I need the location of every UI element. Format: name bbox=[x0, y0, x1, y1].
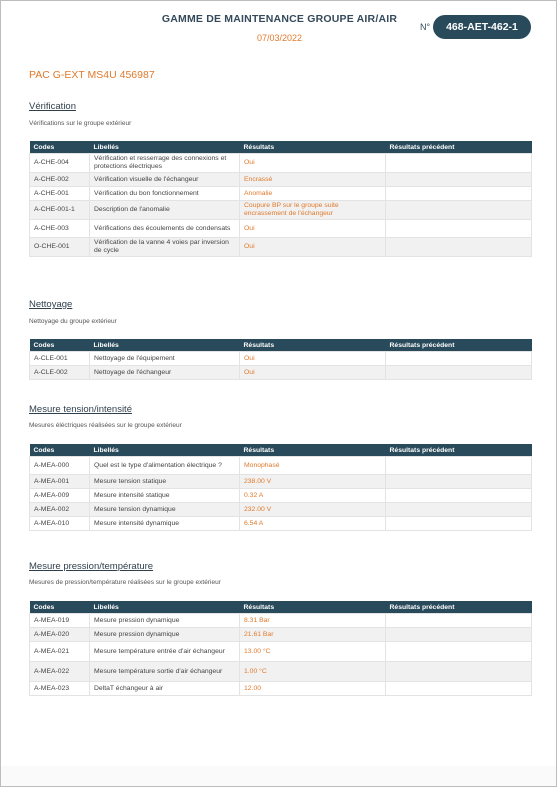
section-title-verification: Vérification bbox=[29, 101, 76, 112]
column-header: Libellés bbox=[90, 444, 240, 457]
row-result: 12.00 bbox=[240, 682, 386, 696]
row-code: A-MEA-022 bbox=[30, 662, 90, 682]
document-date: 07/03/2022 bbox=[256, 33, 303, 43]
document-title: GAMME DE MAINTENANCE GROUPE AIR/AIR bbox=[161, 13, 398, 25]
row-previous-result bbox=[386, 517, 532, 531]
row-previous-result bbox=[386, 489, 532, 503]
section-description: Vérifications sur le groupe extérieur bbox=[29, 120, 132, 127]
column-header: Résultats précédent bbox=[386, 339, 532, 352]
column-header: Résultats bbox=[240, 339, 386, 352]
table-row bbox=[30, 475, 532, 489]
column-header: Codes bbox=[30, 339, 90, 352]
row-result: Oui bbox=[240, 220, 386, 238]
row-label: Nettoyage de l'échangeur bbox=[90, 366, 240, 380]
row-label: DeltaT échangeur à air bbox=[90, 682, 240, 696]
row-code: A-MEA-023 bbox=[30, 682, 90, 696]
table-row bbox=[30, 682, 532, 696]
row-code: O-CHE-001 bbox=[30, 238, 90, 257]
table-row bbox=[30, 489, 532, 503]
row-code: A-MEA-019 bbox=[30, 614, 90, 628]
row-result: Coupure BP sur le groupe suite encrassement de l'échangeur bbox=[240, 201, 386, 220]
section-table bbox=[29, 444, 532, 531]
table-row bbox=[30, 220, 532, 238]
table-row bbox=[30, 457, 532, 475]
reference-prefix: N° bbox=[420, 22, 431, 32]
section-description: Nettoyage du groupe extérieur bbox=[29, 318, 117, 325]
column-header: Résultats précédent bbox=[386, 601, 532, 614]
row-previous-result bbox=[386, 173, 532, 187]
row-result: 8.31 Bar bbox=[240, 614, 386, 628]
row-label: Vérifications des écoulements de condensats bbox=[90, 220, 240, 238]
row-label: Vérification de la vanne 4 voies par inversion de cycle bbox=[90, 238, 240, 257]
row-code: A-MEA-000 bbox=[30, 457, 90, 475]
row-result: Encrassé bbox=[240, 173, 386, 187]
row-label: Vérification et resserrage des connexions et protections électriques bbox=[90, 154, 240, 173]
row-label: Mesure température entrée d'air échangeur bbox=[90, 642, 240, 662]
row-label: Mesure pression dynamique bbox=[90, 614, 240, 628]
row-previous-result bbox=[386, 220, 532, 238]
row-code: A-MEA-010 bbox=[30, 517, 90, 531]
row-previous-result bbox=[386, 682, 532, 696]
row-code: A-CHE-002 bbox=[30, 173, 90, 187]
table-row bbox=[30, 503, 532, 517]
column-header: Libellés bbox=[90, 141, 240, 154]
row-result: 232.00 V bbox=[240, 503, 386, 517]
row-result: 13.00 °C bbox=[240, 642, 386, 662]
row-result: Oui bbox=[240, 352, 386, 366]
row-label: Quel est le type d'alimentation électrique ? bbox=[90, 457, 240, 475]
row-result: 238.00 V bbox=[240, 475, 386, 489]
table-row bbox=[30, 662, 532, 682]
row-result: Oui bbox=[240, 238, 386, 257]
section-table bbox=[29, 339, 532, 380]
table-row bbox=[30, 366, 532, 380]
row-label: Vérification visuelle de l'échangeur bbox=[90, 173, 240, 187]
table-header-row bbox=[30, 601, 532, 614]
row-code: A-CHE-001-1 bbox=[30, 201, 90, 220]
row-code: A-MEA-001 bbox=[30, 475, 90, 489]
section-title-pression: Mesure pression/température bbox=[29, 561, 154, 572]
section-title-tension: Mesure tension/intensité bbox=[29, 404, 132, 415]
row-previous-result bbox=[386, 662, 532, 682]
row-previous-result bbox=[386, 642, 532, 662]
row-previous-result bbox=[386, 628, 532, 642]
row-label: Mesure intensité dynamique bbox=[90, 517, 240, 531]
table-row bbox=[30, 187, 532, 201]
row-label: Mesure température sortie d'air échangeur bbox=[90, 662, 240, 682]
report-sheet bbox=[1, 1, 556, 766]
row-code: A-CHE-001 bbox=[30, 187, 90, 201]
section-table bbox=[29, 141, 532, 257]
row-previous-result bbox=[386, 201, 532, 220]
column-header: Libellés bbox=[90, 601, 240, 614]
equipment-name: PAC G-EXT MS4U 456987 bbox=[29, 69, 155, 81]
table-row bbox=[30, 173, 532, 187]
row-label: Mesure pression dynamique bbox=[90, 628, 240, 642]
table-row bbox=[30, 238, 532, 257]
row-result: Oui bbox=[240, 366, 386, 380]
row-label: Mesure tension dynamique bbox=[90, 503, 240, 517]
row-result: Monophasé bbox=[240, 457, 386, 475]
section-description: Mesures de pression/température réalisées sur le groupe extérieur bbox=[29, 579, 221, 586]
row-code: A-CLE-001 bbox=[30, 352, 90, 366]
table-row bbox=[30, 201, 532, 220]
row-result: 1.00 °C bbox=[240, 662, 386, 682]
row-code: A-MEA-020 bbox=[30, 628, 90, 642]
row-result: 6.54 A bbox=[240, 517, 386, 531]
table-row bbox=[30, 517, 532, 531]
row-label: Mesure intensité statique bbox=[90, 489, 240, 503]
row-previous-result bbox=[386, 187, 532, 201]
row-result: Oui bbox=[240, 154, 386, 173]
row-previous-result bbox=[386, 503, 532, 517]
row-previous-result bbox=[386, 238, 532, 257]
table-header-row bbox=[30, 141, 532, 154]
column-header: Codes bbox=[30, 444, 90, 457]
row-code: A-CHE-004 bbox=[30, 154, 90, 173]
column-header: Résultats bbox=[240, 141, 386, 154]
section-description: Mesures éléctriques réalisées sur le groupe extérieur bbox=[29, 422, 182, 429]
row-label: Nettoyage de l'équipement bbox=[90, 352, 240, 366]
row-code: A-MEA-009 bbox=[30, 489, 90, 503]
table-row bbox=[30, 614, 532, 628]
row-result: Anomalie bbox=[240, 187, 386, 201]
row-previous-result bbox=[386, 352, 532, 366]
reference-badge: 468-AET-462-1 bbox=[433, 15, 531, 39]
section-table bbox=[29, 601, 532, 696]
column-header: Résultats précédent bbox=[386, 141, 532, 154]
table-row bbox=[30, 642, 532, 662]
row-label: Vérification du bon fonctionnement bbox=[90, 187, 240, 201]
column-header: Codes bbox=[30, 141, 90, 154]
row-result: 0.32 A bbox=[240, 489, 386, 503]
section-title-nettoyage: Nettoyage bbox=[29, 299, 73, 310]
column-header: Résultats bbox=[240, 444, 386, 457]
column-header: Codes bbox=[30, 601, 90, 614]
row-previous-result bbox=[386, 154, 532, 173]
row-previous-result bbox=[386, 475, 532, 489]
row-previous-result bbox=[386, 614, 532, 628]
row-previous-result bbox=[386, 366, 532, 380]
row-label: Description de l'anomalie bbox=[90, 201, 240, 220]
row-code: A-MEA-002 bbox=[30, 503, 90, 517]
table-header-row bbox=[30, 444, 532, 457]
table-row bbox=[30, 154, 532, 173]
row-code: A-MEA-021 bbox=[30, 642, 90, 662]
table-header-row bbox=[30, 339, 532, 352]
row-label: Mesure tension statique bbox=[90, 475, 240, 489]
column-header: Résultats bbox=[240, 601, 386, 614]
row-code: A-CHE-003 bbox=[30, 220, 90, 238]
column-header: Résultats précédent bbox=[386, 444, 532, 457]
row-previous-result bbox=[386, 457, 532, 475]
row-code: A-CLE-002 bbox=[30, 366, 90, 380]
table-row bbox=[30, 352, 532, 366]
row-result: 21.61 Bar bbox=[240, 628, 386, 642]
column-header: Libellés bbox=[90, 339, 240, 352]
table-row bbox=[30, 628, 532, 642]
